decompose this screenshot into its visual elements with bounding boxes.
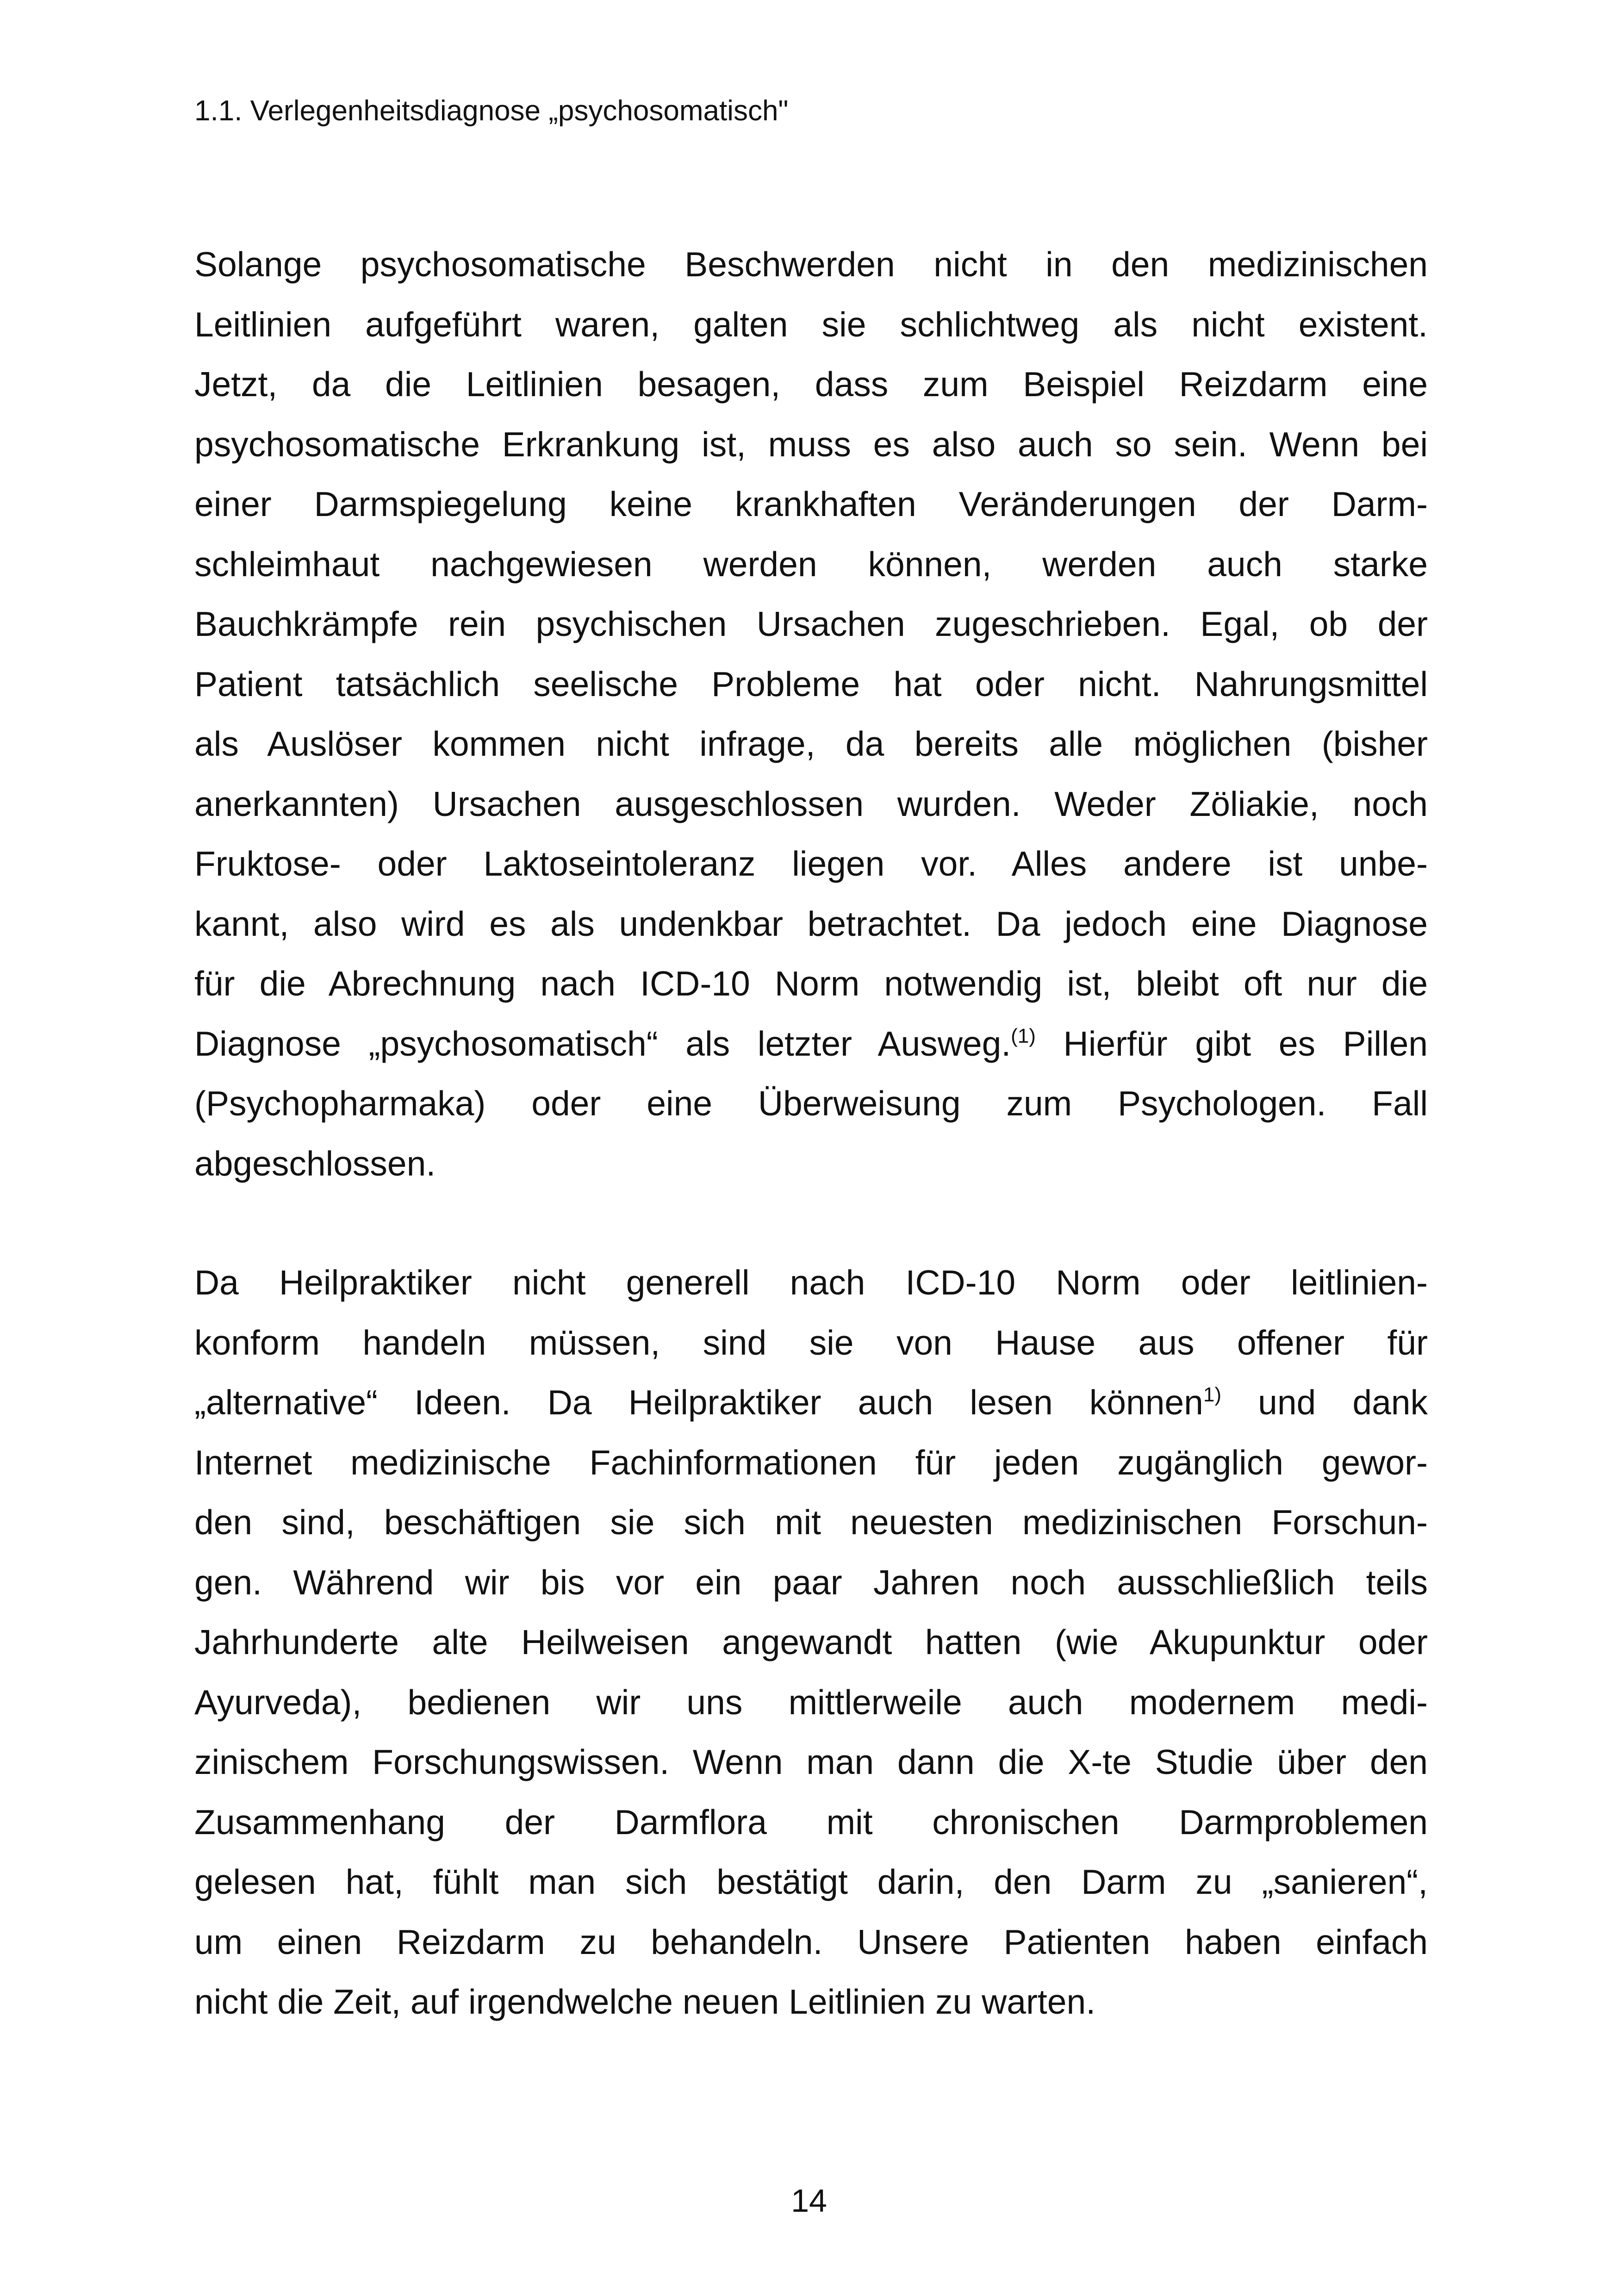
text-line: Jahrhunderte alte Heilweisen angewandt hatten (wie Akupunktur oder [194, 1623, 1428, 1661]
text-line: anerkannten) Ursachen ausgeschlossen wurden. Weder Zöliakie, noch [194, 784, 1428, 823]
text-line: (Psychopharmaka) oder eine Überweisung zum Psychologen. Fall [194, 1084, 1428, 1123]
text-line: psychosomatische Erkrankung ist, muss es also auch so sein. Wenn bei [194, 424, 1428, 464]
text-line: für die Abrechnung nach ICD-10 Norm notwendig ist, bleibt oft nur die [194, 964, 1428, 1003]
paragraph-2 [194, 1253, 1428, 2032]
paragraph-1 [194, 235, 1428, 1194]
text-line: Ayurveda), bedienen wir uns mittlerweile auch modernem medi- [194, 1682, 1428, 1722]
footnote-ref: 1) [1203, 1383, 1221, 1406]
footnote-ref: (1) [1011, 1024, 1036, 1047]
text-line: als Auslöser kommen nicht infrage, da bereits alle möglichen (bisher [194, 724, 1428, 763]
text-line: einer Darmspiegelung keine krankhaften Veränderungen der Darm- [194, 485, 1428, 523]
page-number: 14 [791, 2183, 827, 2219]
text-line: Da Heilpraktiker nicht generell nach ICD-10 Norm oder leitlinien- [194, 1263, 1428, 1302]
text-line: Leitlinien aufgeführt waren, galten sie schlichtweg als nicht existent. [194, 305, 1428, 344]
text-line: Zusammenhang der Darmflora mit chronischen Darmproblemen [194, 1802, 1428, 1842]
text-line: nicht die Zeit, auf irgendwelche neuen Leitlinien zu warten. [194, 1982, 1096, 2021]
text-line: schleimhaut nachgewiesen werden können, werden auch starke [194, 544, 1428, 584]
text-line: um einen Reizdarm zu behandeln. Unsere Patienten haben einfach [194, 1922, 1428, 1961]
text-line [194, 1014, 1428, 1074]
text-line: Solange psychosomatische Beschwerden nicht in den medizinischen [194, 245, 1428, 284]
text-line: abgeschlossen. [194, 1144, 436, 1183]
text-line [194, 1373, 1428, 1433]
text-line: kannt, also wird es als undenkbar betrachtet. Da jedoch eine Diagnose [194, 904, 1428, 943]
running-header: 1.1. Verlegenheitsdiagnose „psychosomatisch" [194, 95, 789, 127]
text-line: Internet medizinische Fachinformationen für jeden zugänglich gewor- [194, 1443, 1428, 1482]
text-line: Jetzt, da die Leitlinien besagen, dass zum Beispiel Reizdarm eine [194, 365, 1428, 404]
text-line: konform handeln müssen, sind sie von Hause aus offener für [194, 1323, 1428, 1362]
text-segment: Diagnose „psychosomatisch“ als letzter Ausweg. [194, 1024, 1011, 1063]
text-line: gelesen hat, fühlt man sich bestätigt darin, den Darm zu „sanieren“, [194, 1862, 1428, 1901]
text-segment: Hierfür gibt es Pillen [1035, 1024, 1428, 1063]
text-segment: und dank [1221, 1383, 1428, 1422]
text-line: Bauchkrämpfe rein psychischen Ursachen zugeschrieben. Egal, ob der [194, 604, 1428, 643]
text-line: Fruktose- oder Laktoseintoleranz liegen vor. Alles andere ist unbe- [194, 844, 1428, 883]
text-line: Patient tatsächlich seelische Probleme hat oder nicht. Nahrungsmittel [194, 664, 1428, 703]
text-segment: „alternative“ Ideen. Da Heilpraktiker auch lesen können [194, 1383, 1203, 1422]
text-line: zinischem Forschungswissen. Wenn man dann die X-te Studie über den [194, 1742, 1428, 1781]
text-line: gen. Während wir bis vor ein paar Jahren noch ausschließlich teils [194, 1562, 1428, 1602]
text-line: den sind, beschäftigen sie sich mit neuesten medizinischen Forschun- [194, 1503, 1428, 1542]
